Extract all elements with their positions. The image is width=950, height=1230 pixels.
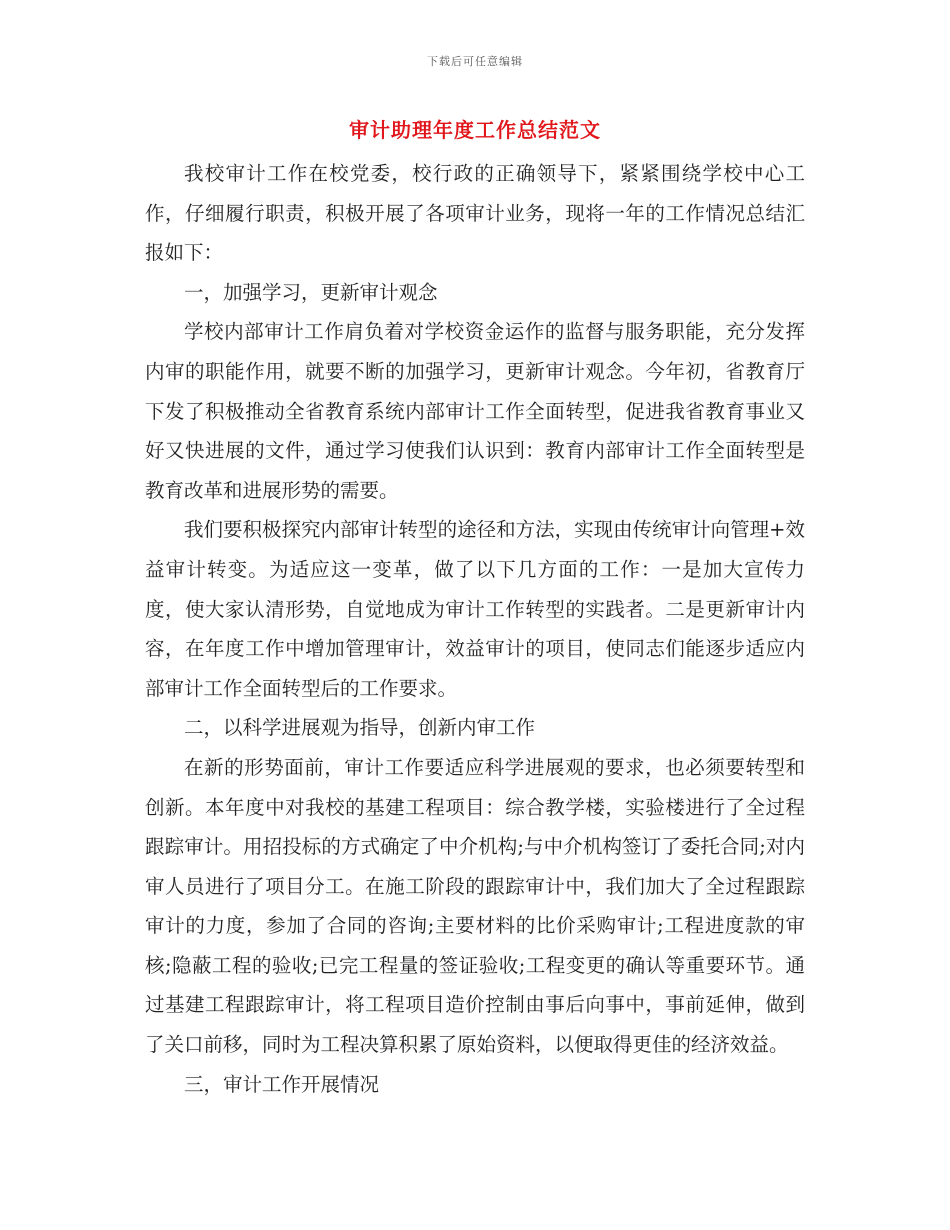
document-title: 审计助理年度工作总结范文 <box>349 118 601 142</box>
section-heading-2: 二，以科学进展观为指导，创新内审工作 <box>184 716 536 740</box>
paragraph: 我们要积极探究内部审计转型的途径和方法，实现由传统审计向管理+效益审计转变。为适应这一变革，做了以下几方面的工作：一是加大宣传力度，使大家认清形势，自觉地成为审计工作转型的实践者。二是更新审计内容，在年度工作中增加管理审计，效益审计的项目，使同志们能逐步适应内部审计工作全面转型后的工作要求。 <box>145 518 805 700</box>
section-heading-1: 一，加强学习，更新审计观念 <box>184 280 438 304</box>
paragraph-intro: 我校审计工作在校党委，校行政的正确领导下，紧紧围绕学校中心工作，仔细履行职责，积极开展了各项审计业务，现将一年的工作情况总结汇报如下： <box>145 162 805 265</box>
paragraph: 学校内部审计工作肩负着对学校资金运作的监督与服务职能，充分发挥内审的职能作用，就要不断的加强学习，更新审计观念。今年初，省教育厅下发了积极推动全省教育系统内部审计工作全面转型，促进我省教育事业又好又快进展的文件，通过学习使我们认识到：教育内部审计工作全面转型是教育改革和进展形势的需要。 <box>145 320 805 502</box>
section-heading-3: 三，审计工作开展情况 <box>184 1072 380 1096</box>
header-note: 下载后可任意编辑 <box>427 55 523 68</box>
paragraph: 在新的形势面前，审计工作要适应科学进展观的要求，也必须要转型和创新。本年度中对我校的基建工程项目：综合教学楼，实验楼进行了全过程跟踪审计。用招投标的方式确定了中介机构;与中介机构签订了委托合同;对内审人员进行了项目分工。在施工阶段的跟踪审计中，我们加大了全过程跟踪审计的力度，参加了合同的咨询;主要材料的比价采购审计;工程进度款的审核;隐蔽工程的验收;已完工程量的签证验收;工程变更的确认等重要环节。通过基建工程跟踪审计，将工程项目造价控制由事后向事中，事前延伸，做到了关口前移，同时为工程决算积累了原始资料，以便取得更佳的经济效益。 <box>145 755 805 1057</box>
document-body <box>145 154 805 1104</box>
